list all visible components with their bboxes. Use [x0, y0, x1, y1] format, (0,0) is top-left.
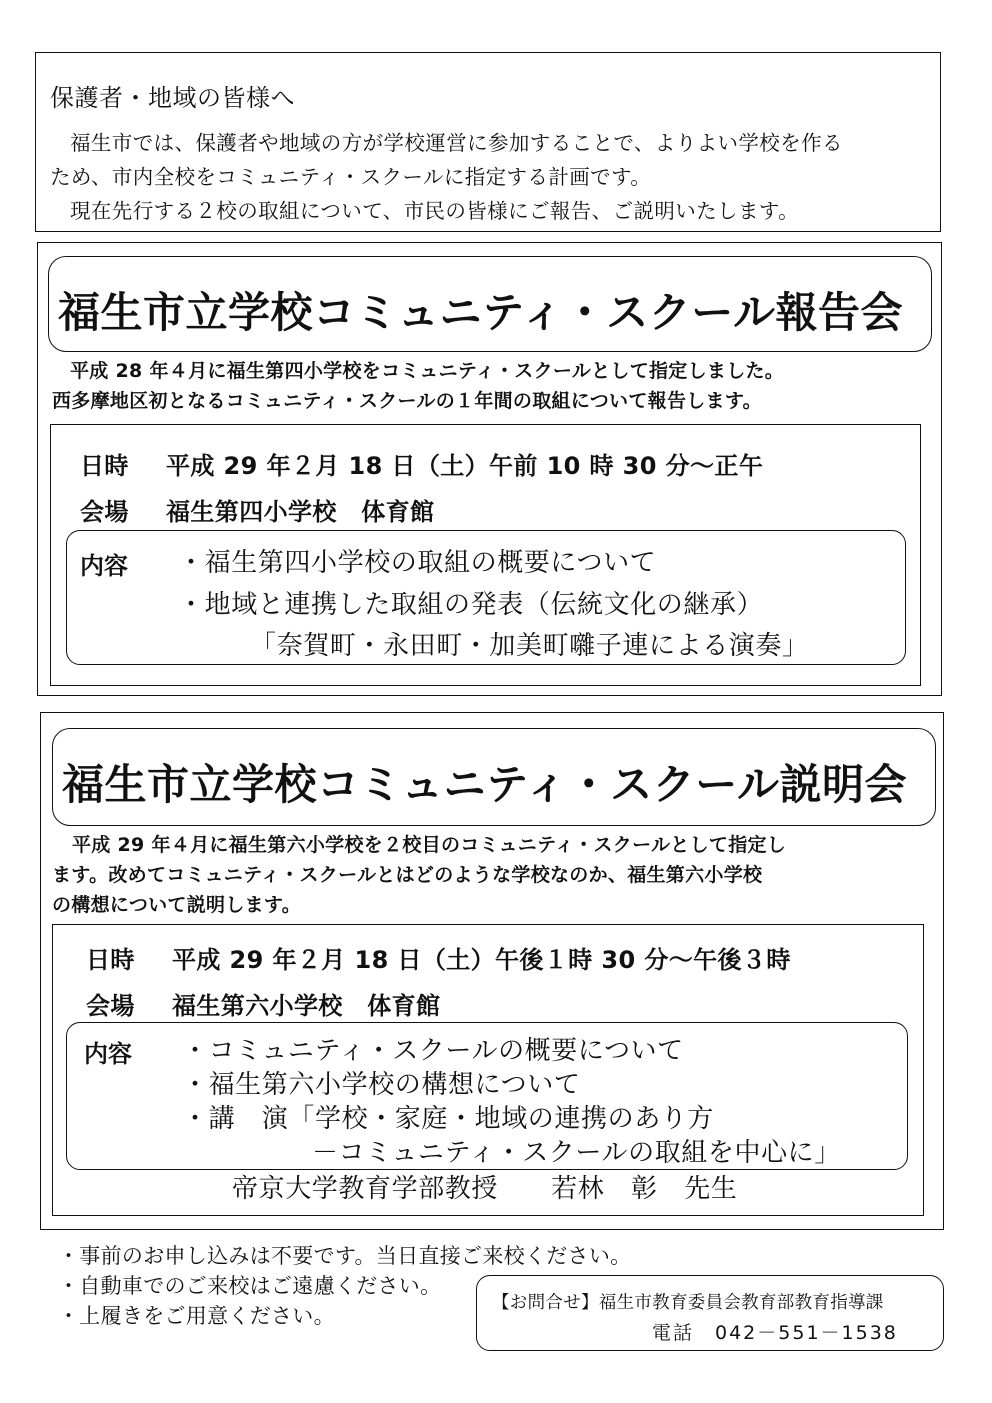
report-date: [80, 446, 763, 481]
intro-line-3: 現在先行する２校の取組について、市民の皆様にご報告、ご説明いたします。: [70, 199, 800, 223]
note-1: ・事前のお申し込みは不要です。当日直接ご来校ください。: [58, 1244, 632, 1268]
intro-line-2: ため、市内全校をコミュニティ・スクールに指定する計画です。: [50, 165, 652, 189]
report-date-value: 平成 29 年２月 18 日（土）午前 10 時 30 分～正午: [166, 452, 764, 480]
intro-heading: 保護者・地域の皆様へ: [50, 84, 295, 112]
briefing-lecturer: 帝京大学教育学部教授 若林 彰 先生: [232, 1174, 738, 1204]
briefing-date-label: 日時: [86, 946, 135, 974]
briefing-lead-2: ます。改めてコミュニティ・スクールとはどのような学校なのか、福生第六小学校: [52, 864, 763, 886]
briefing-venue-label: 会場: [86, 992, 135, 1020]
report-content-label: 内容: [80, 552, 128, 580]
briefing-venue: [86, 986, 440, 1021]
briefing-lead-3: の構想について説明します。: [52, 894, 302, 916]
report-date-label: 日時: [80, 452, 129, 480]
report-lead-2: 西多摩地区初となるコミュニティ・スクールの１年間の取組について報告します。: [52, 390, 762, 412]
note-2: ・自動車でのご来校はご遠慮ください。: [58, 1274, 442, 1298]
briefing-content-label: 内容: [84, 1040, 132, 1068]
report-item-1: ・福生第四小学校の取組の概要について: [178, 548, 657, 578]
report-title: 福生市立学校コミュニティ・スクール報告会: [58, 288, 903, 337]
report-venue-value: 福生第四小学校 体育館: [166, 498, 435, 526]
report-item-2: ・地域と連携した取組の発表（伝統文化の継承）: [178, 590, 764, 620]
report-venue-label: 会場: [80, 498, 129, 526]
briefing-lead-1: 平成 29 年４月に福生第六小学校を２校目のコミュニティ・スクールとして指定し: [72, 834, 787, 856]
report-venue: [80, 492, 434, 527]
contact-label: 【お問合せ】福生市教育委員会教育部教育指導課: [492, 1293, 884, 1313]
report-lead-1: 平成 28 年４月に福生第四小学校をコミュニティ・スクールとして指定しました。: [70, 360, 785, 382]
briefing-item-2: ・福生第六小学校の構想について: [182, 1070, 581, 1100]
briefing-date: [86, 940, 791, 975]
briefing-item-3: ・講 演「学校・家庭・地域の連携のあり方: [182, 1104, 715, 1134]
briefing-venue-value: 福生第六小学校 体育館: [172, 992, 441, 1020]
briefing-title: 福生市立学校コミュニティ・スクール説明会: [62, 760, 907, 809]
briefing-date-value: 平成 29 年２月 18 日（土）午後１時 30 分～午後３時: [172, 946, 791, 974]
briefing-item-4: －コミュニティ・スクールの取組を中心に」: [312, 1138, 841, 1168]
note-3: ・上履きをご用意ください。: [58, 1304, 335, 1328]
intro-line-1: 福生市では、保護者や地域の方が学校運営に参加することで、よりよい学校を作る: [70, 131, 843, 155]
contact-phone: 電話 042－551－1538: [652, 1322, 898, 1344]
briefing-item-1: ・コミュニティ・スクールの概要について: [182, 1036, 684, 1066]
report-item-3: 「奈賀町・永田町・加美町囃子連による演奏」: [250, 631, 809, 661]
